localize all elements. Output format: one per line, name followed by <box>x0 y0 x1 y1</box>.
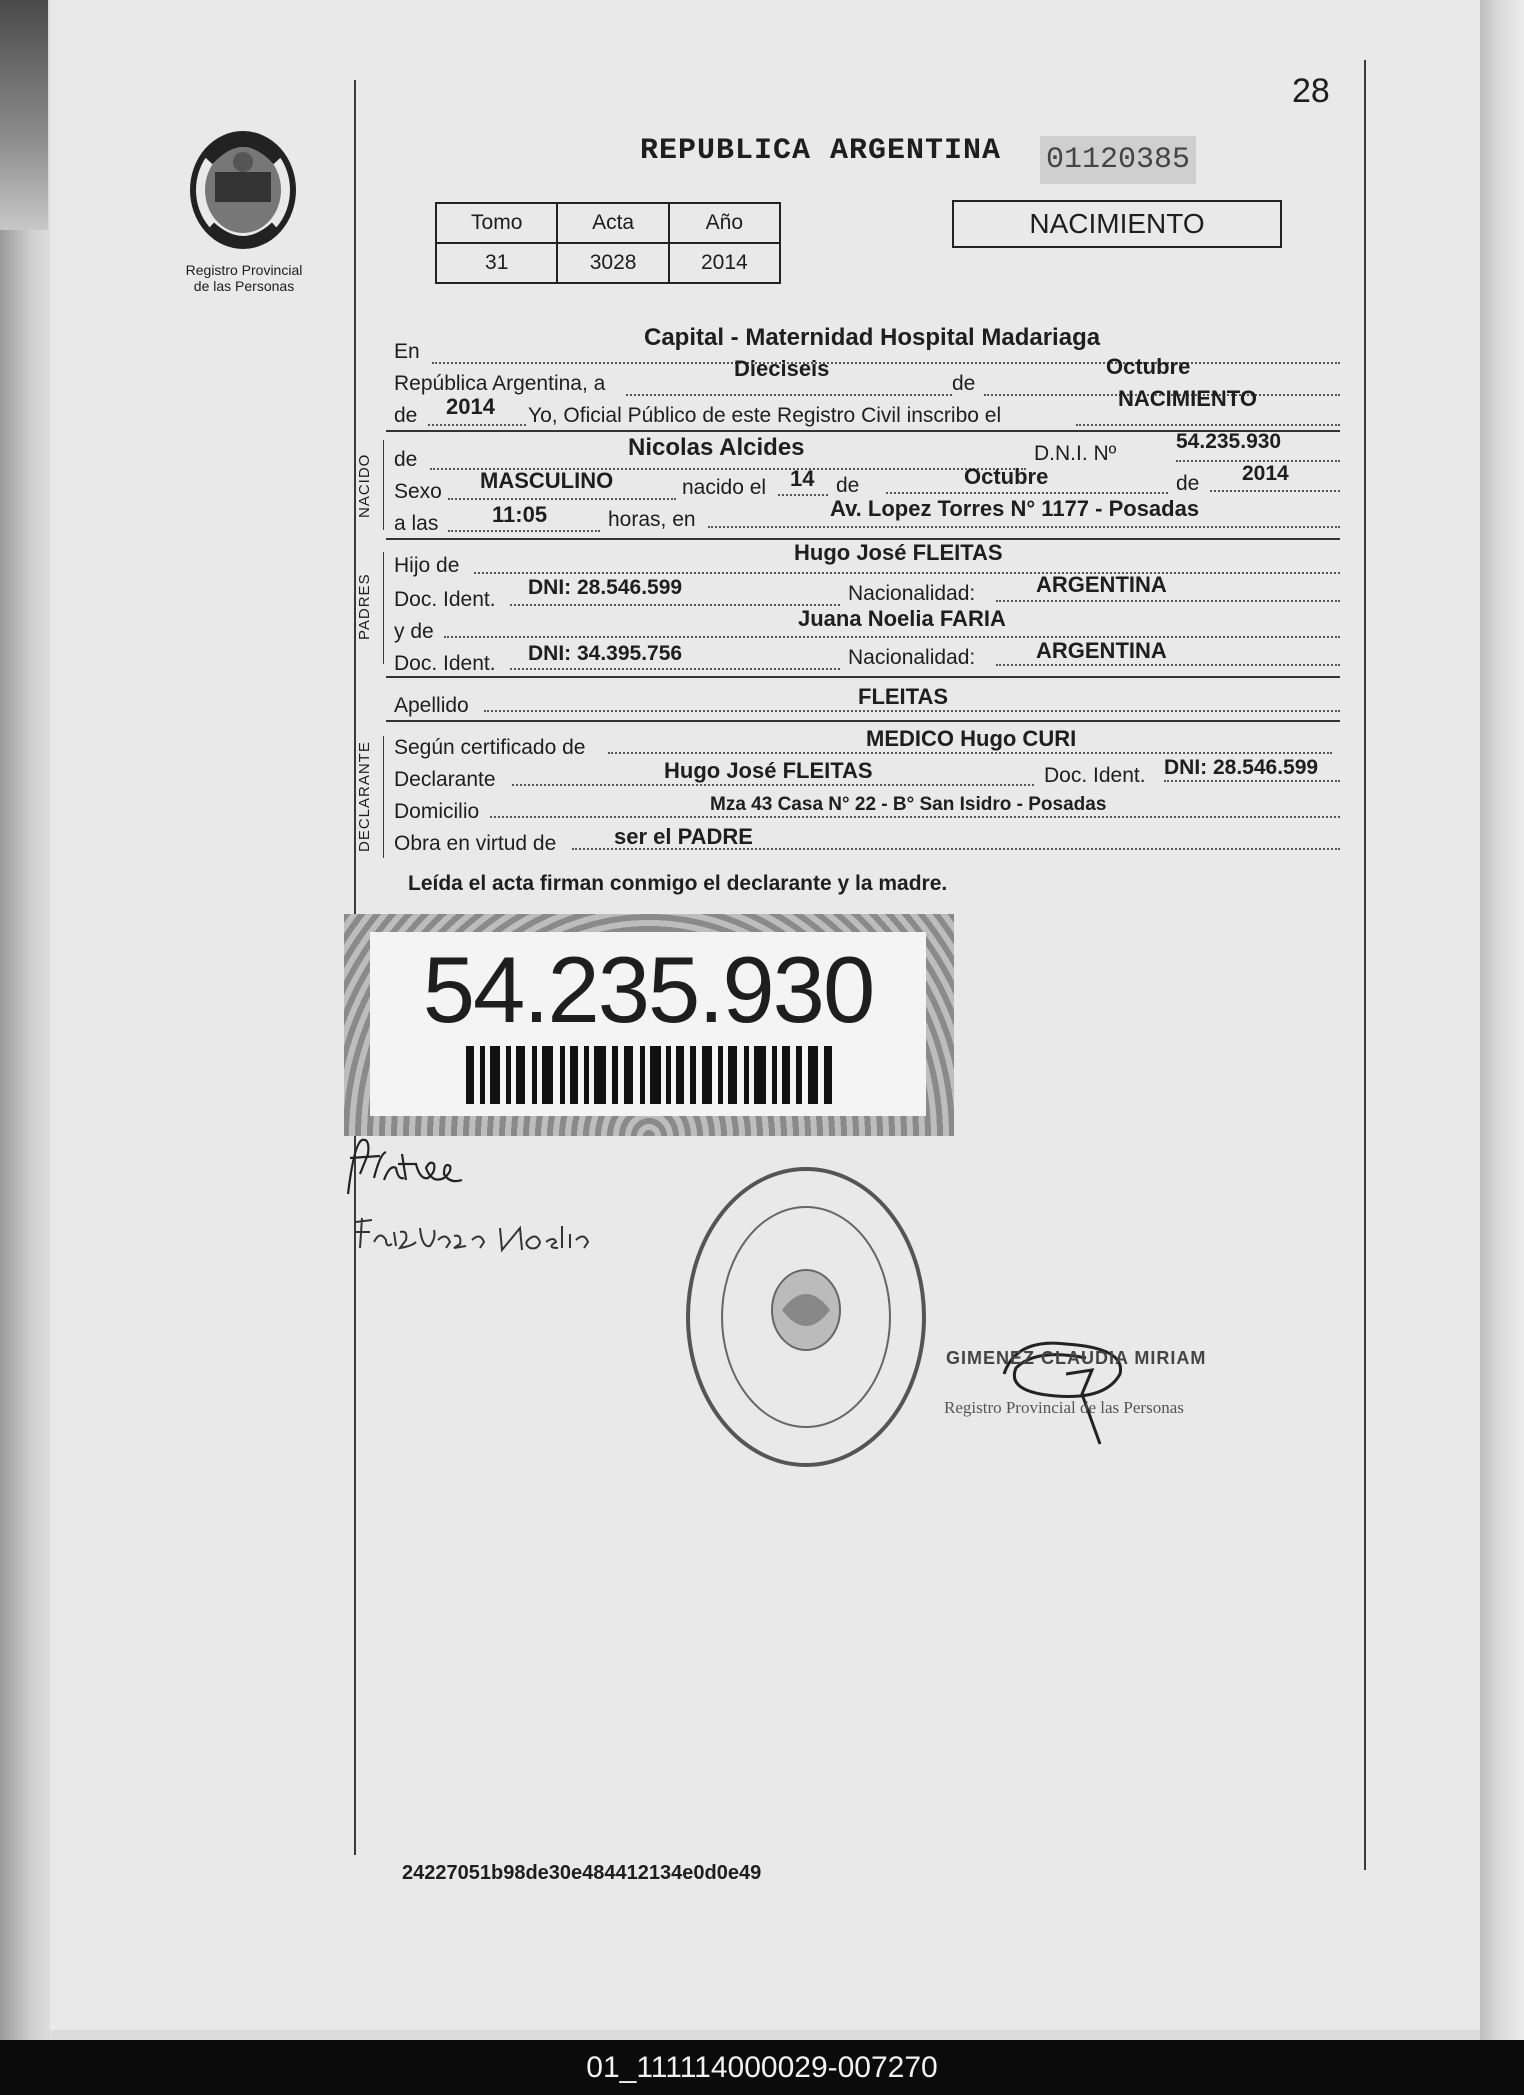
section-bracket <box>383 736 384 858</box>
day-words-value: Dieciseis <box>734 356 830 381</box>
birth-time-value: 11:05 <box>492 502 548 527</box>
officer-text: Yo, Oficial Público de este Registro Civil inscribo el <box>528 404 1002 427</box>
father-nat-value: ARGENTINA <box>1036 572 1167 597</box>
signature-faria <box>350 1208 670 1268</box>
de-label: de <box>836 474 860 497</box>
dotted-line <box>996 664 1340 666</box>
birth-month-value: Octubre <box>964 464 1049 489</box>
section-rule <box>386 676 1340 678</box>
mother-doc-value: DNI: 34.395.756 <box>528 642 683 665</box>
country-title: REPUBLICA ARGENTINA <box>640 134 1002 168</box>
table-header-ano: Año <box>669 203 780 243</box>
sexo-value: MASCULINO <box>480 468 614 493</box>
dotted-line <box>448 498 676 500</box>
de-label: de <box>394 448 418 471</box>
obra-label: Obra en virtud de <box>394 832 557 855</box>
scan-id-text: 01_111114000029-007270 <box>586 2051 938 2084</box>
dotted-line <box>708 526 1340 528</box>
republic-label: República Argentina, a <box>394 372 606 395</box>
year-value: 2014 <box>446 394 495 419</box>
dotted-line <box>626 394 952 396</box>
apellido-label: Apellido <box>394 694 469 717</box>
birth-place-value: Av. Lopez Torres N° 1177 - Posadas <box>830 496 1200 521</box>
declarante-label: Declarante <box>394 768 496 791</box>
dotted-line <box>1076 424 1340 426</box>
scan-id-bar <box>0 2040 1524 2095</box>
logo-caption <box>156 262 332 294</box>
dotted-line <box>510 668 840 670</box>
birth-year-value: 2014 <box>1242 462 1289 485</box>
dotted-line <box>484 710 1340 712</box>
a-las-label: a las <box>394 512 439 535</box>
mother-nat-value: ARGENTINA <box>1036 638 1167 663</box>
doc-ident-label: Doc. Ident. <box>394 652 496 675</box>
signature-fleitas <box>340 1134 480 1204</box>
section-bracket <box>383 552 384 664</box>
dotted-line <box>996 600 1340 602</box>
dotted-line <box>444 636 1340 638</box>
doc-type-box: NACIMIENTO <box>952 200 1282 248</box>
sticker-number: 54.235.930 <box>422 937 874 1042</box>
nacionalidad-label: Nacionalidad: <box>848 582 976 605</box>
barcode-icon <box>466 1046 832 1104</box>
cert-label: Según certificado de <box>394 736 586 759</box>
dotted-line <box>490 816 1340 818</box>
table-header-tomo: Tomo <box>436 203 557 243</box>
sexo-label: Sexo <box>394 480 442 503</box>
domicilio-value: Mza 43 Casa N° 22 - B° San Isidro - Posadas <box>710 794 1107 815</box>
dotted-line <box>608 752 1332 754</box>
dotted-line <box>778 494 828 496</box>
de-label: de <box>952 372 976 395</box>
closing-statement: Leída el acta firman conmigo el declarante y la madre. <box>408 872 948 895</box>
apellido-value: FLEITAS <box>858 684 949 709</box>
page-left-shadow <box>0 0 52 2040</box>
dotted-line <box>886 492 1168 494</box>
table-value-tomo: 31 <box>436 243 557 283</box>
child-dni-value: 54.235.930 <box>1176 430 1282 453</box>
declarante-doc-value: DNI: 28.546.599 <box>1164 756 1319 779</box>
official-stamp-text <box>678 1160 934 1474</box>
de-label: de <box>394 404 418 427</box>
event-value: NACIMIENTO <box>1118 386 1257 411</box>
father-doc-value: DNI: 28.546.599 <box>528 576 683 599</box>
section-label-declarante: DECLARANTE <box>356 741 373 852</box>
dotted-line <box>1164 780 1340 782</box>
section-rule <box>386 720 1340 722</box>
domicilio-label: Domicilio <box>394 800 480 823</box>
doc-ident-label: Doc. Ident. <box>1044 764 1146 787</box>
registry-table <box>435 202 781 284</box>
horas-label: horas, en <box>608 508 696 531</box>
province-logo <box>178 122 308 262</box>
obra-value: ser el PADRE <box>614 824 753 849</box>
id-sticker <box>344 914 954 1136</box>
page-number: 28 <box>1292 72 1330 110</box>
right-margin-line <box>1364 60 1366 1870</box>
dni-label: D.N.I. Nº <box>1034 442 1117 465</box>
logo-caption-line1: Registro Provincial <box>185 262 303 278</box>
nacionalidad-label: Nacionalidad: <box>848 646 976 669</box>
dotted-line <box>1210 490 1340 492</box>
en-label: En <box>394 340 420 363</box>
hijo-de-label: Hijo de <box>394 554 460 577</box>
section-bracket <box>383 440 384 530</box>
place-value: Capital - Maternidad Hospital Madariaga <box>644 324 1101 351</box>
month-value: Octubre <box>1106 354 1191 379</box>
mother-name-value: Juana Noelia FARIA <box>798 606 1006 631</box>
scan-edge-artifact <box>0 0 48 230</box>
section-label-padres: PADRES <box>356 573 373 640</box>
dotted-line <box>512 784 1034 786</box>
birth-day-value: 14 <box>790 466 815 491</box>
official-name: GIMENEZ CLAUDIA MIRIAM <box>946 1348 1207 1368</box>
official-office: Registro Provincial de las Personas <box>944 1398 1184 1417</box>
table-value-ano: 2014 <box>669 243 780 283</box>
dotted-line <box>428 424 526 426</box>
declarante-value: Hugo José FLEITAS <box>664 758 873 783</box>
document-hash: 24227051b98de30e484412134e0d0e49 <box>402 1862 762 1884</box>
section-label-nacido: NACIDO <box>356 453 373 518</box>
child-name-value: Nicolas Alcides <box>628 434 805 461</box>
sticker-label <box>370 932 926 1116</box>
father-name-value: Hugo José FLEITAS <box>794 540 1003 565</box>
province-seal-icon <box>178 122 308 262</box>
page-right-edge <box>1480 0 1524 2040</box>
dotted-line <box>432 362 1340 364</box>
nacido-el-label: nacido el <box>682 476 767 499</box>
de-label: de <box>1176 472 1200 495</box>
dotted-line <box>474 572 1340 574</box>
table-value-acta: 3028 <box>557 243 668 283</box>
dotted-line <box>448 530 600 532</box>
logo-caption-line2: de las Personas <box>193 278 295 294</box>
dotted-line <box>510 604 840 606</box>
serial-stamp: 01120385 <box>1040 136 1196 184</box>
table-header-acta: Acta <box>557 203 668 243</box>
y-de-label: y de <box>394 620 434 643</box>
doc-ident-label: Doc. Ident. <box>394 588 496 611</box>
cert-value: MEDICO Hugo CURI <box>866 726 1077 751</box>
